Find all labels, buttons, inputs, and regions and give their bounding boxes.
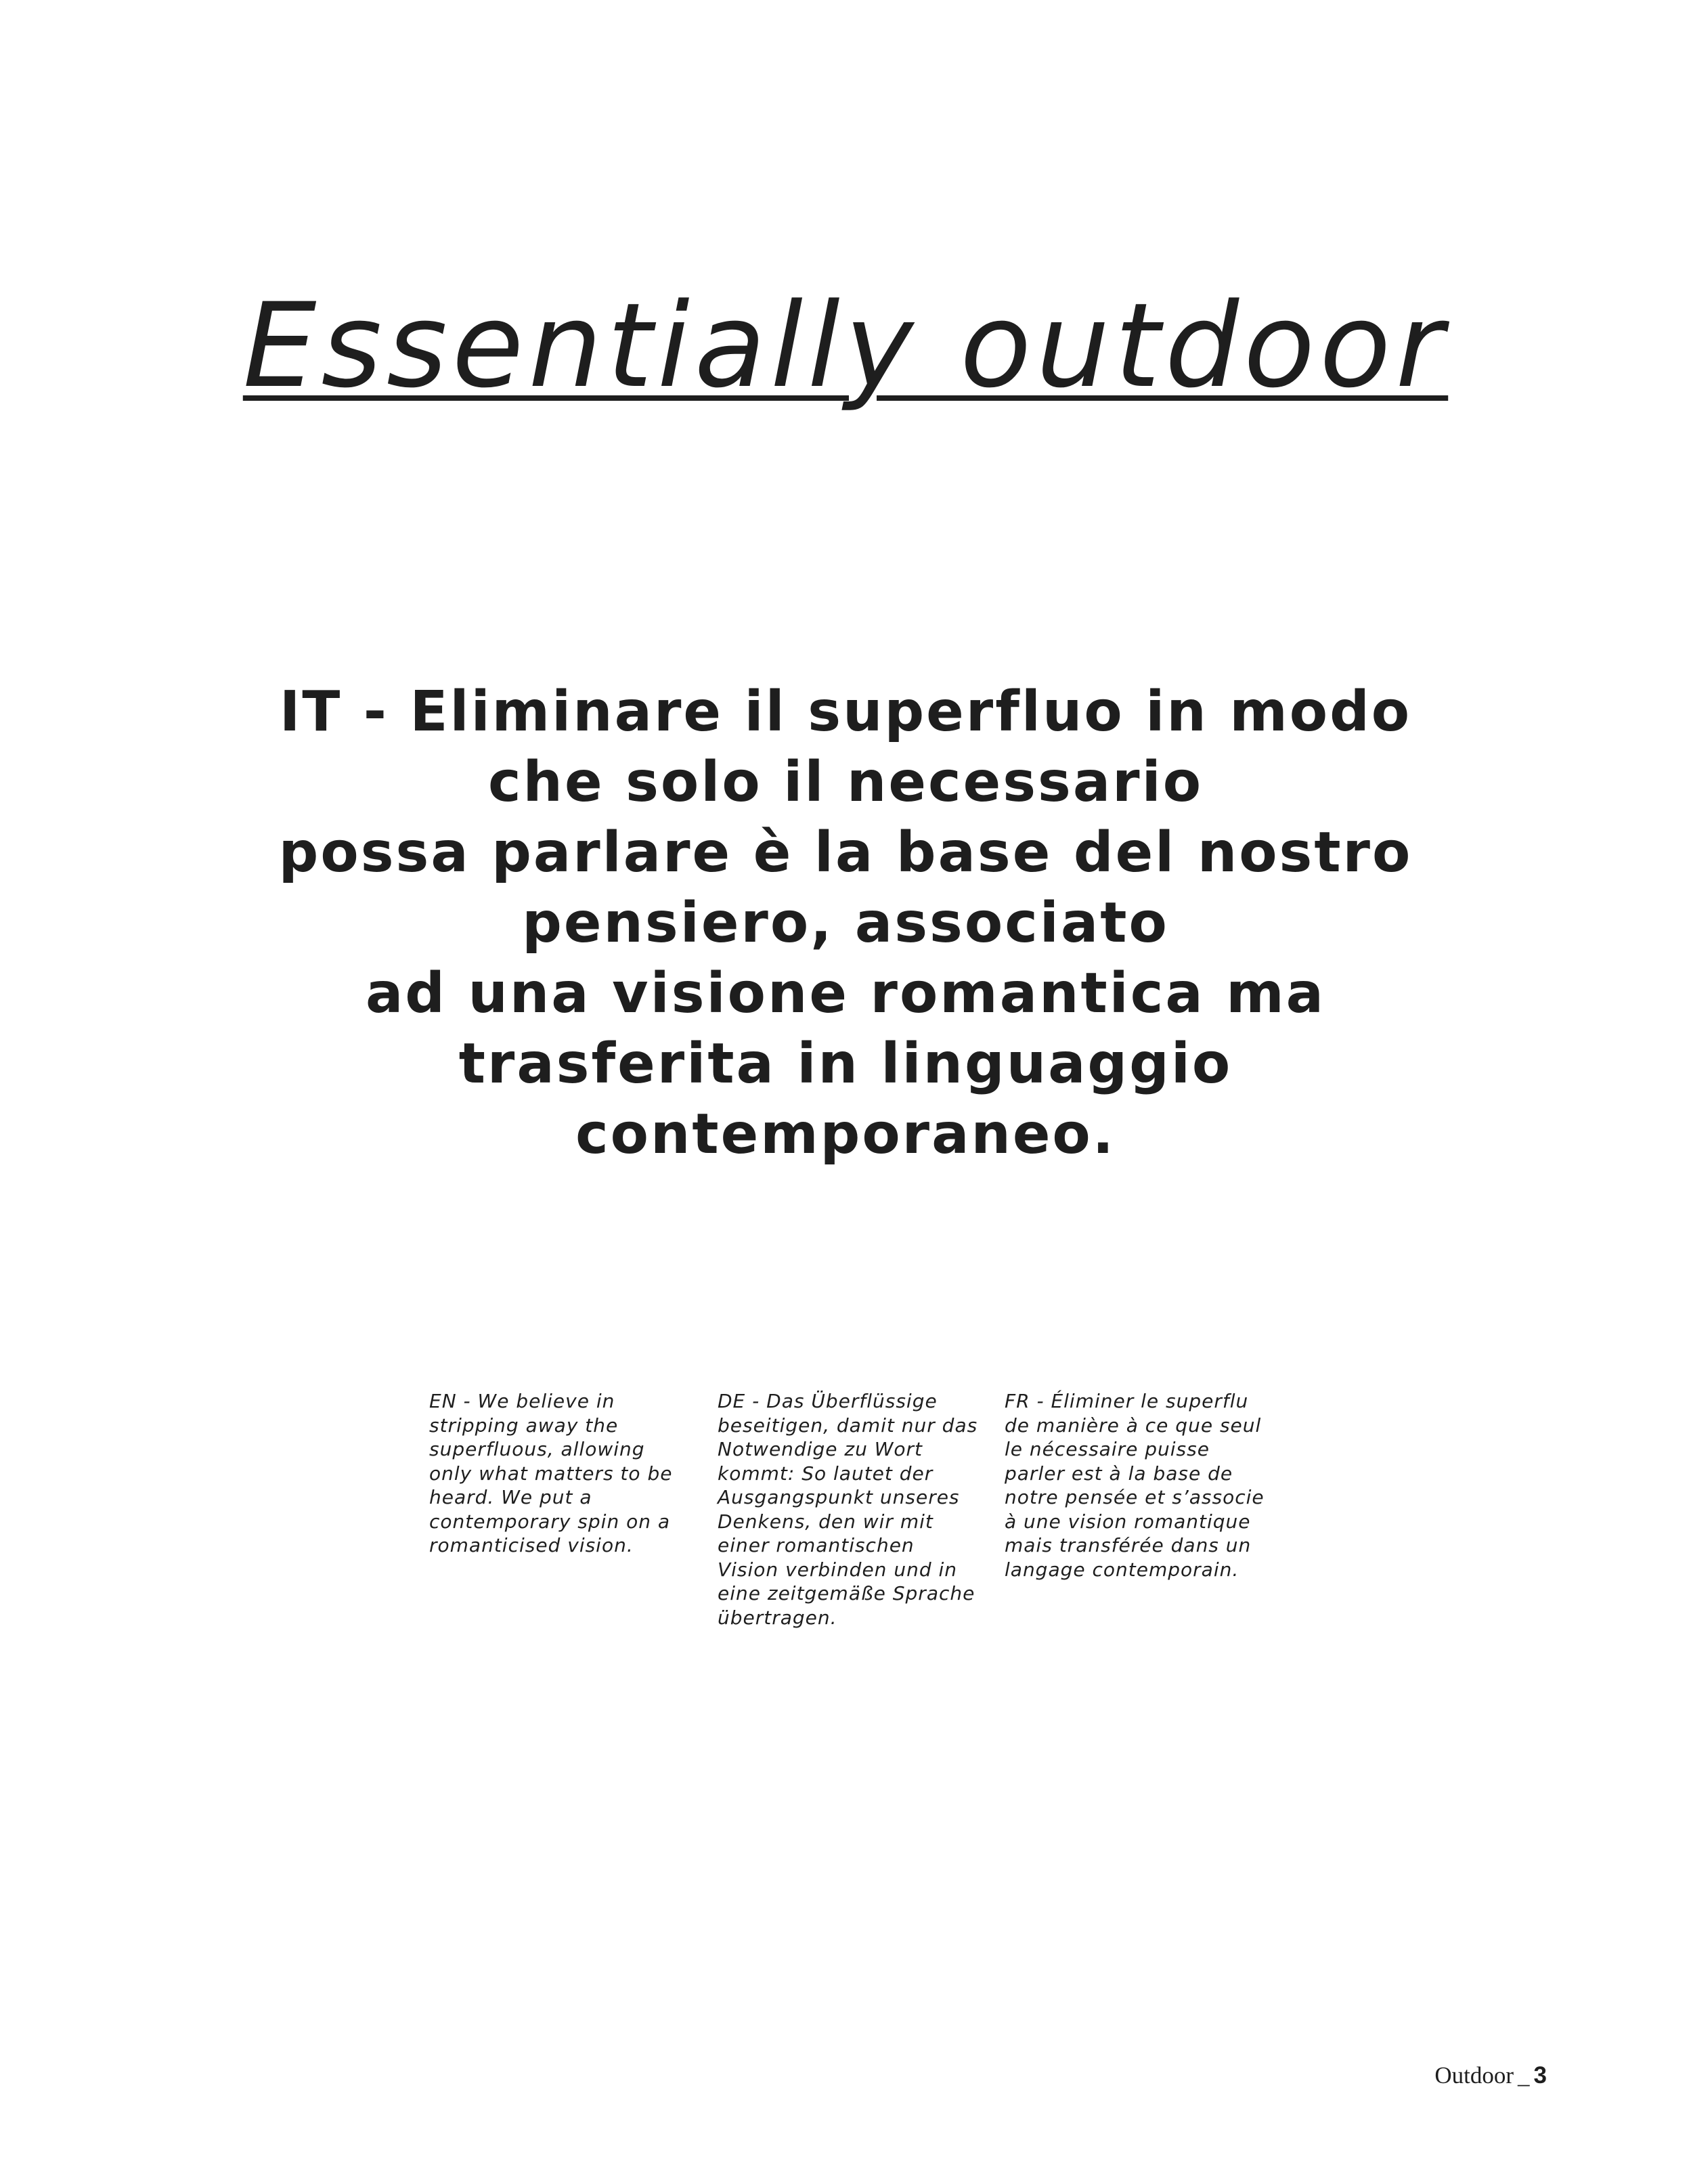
page-footer (1434, 2063, 1547, 2087)
page-number: 3 (1533, 2062, 1547, 2089)
footer-separator: _ (1518, 2062, 1530, 2089)
page-title (0, 276, 1691, 416)
translation-de: DE - Das Überflüssige beseitigen, damit nur das Notwendige zu Wort kommt: So lautet der Ausgangspunkt unseres Denkens, den wir mit einer romantischen Vision verbinden und in eine zeitgemäße Sprache übertragen. (718, 1390, 978, 1629)
translation-fr: FR - Éliminer le superflu de manière à ce que seul le nécessaire puisse parler est à la base de notre pensée et s’associe à une vision romantique mais transférée dans un langage contemporain. (1005, 1390, 1265, 1581)
translation-en: EN - We believe in stripping away the superfluous, allowing only what matters to be heard. We put a contemporary spin on a romanticised vision. (429, 1390, 673, 1556)
page-title-text: Essentially outdoor (242, 278, 1449, 414)
intro-paragraph-it: IT - Eliminare il superfluo in modo che solo il necessario possa parlare è la base del nostro pensiero, associato ad una visione romantica ma trasferita in linguaggio contemporaneo. (278, 680, 1413, 1166)
footer-section-name: Outdoor (1434, 2062, 1514, 2089)
